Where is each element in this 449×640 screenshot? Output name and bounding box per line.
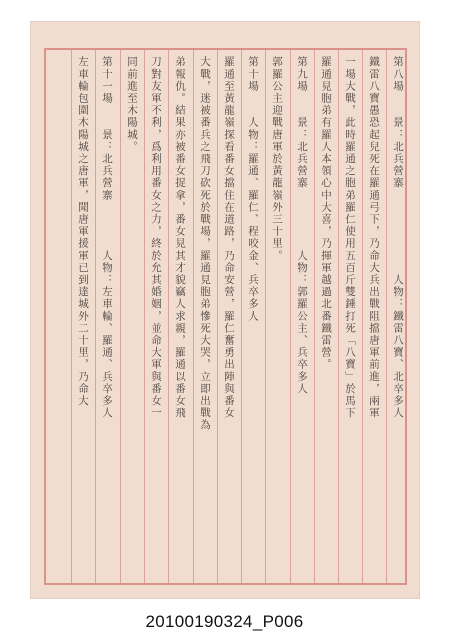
column-rule bbox=[71, 50, 72, 583]
column-rule bbox=[217, 50, 218, 583]
column-rule bbox=[193, 50, 194, 583]
column-rule bbox=[120, 50, 121, 583]
text-column: 弟報仇。結果亦被番女捉拿，番女見其才貌竊人求親，羅通以番女飛 bbox=[174, 56, 186, 419]
page-border bbox=[44, 48, 407, 585]
text-column: 鐵雷八寶愚恐起兒死在羅通弓下，乃命大兵出戰阻擋唐軍前進，兩軍 bbox=[368, 56, 380, 419]
column-rule bbox=[241, 50, 242, 583]
column-rule bbox=[314, 50, 315, 583]
column-rule bbox=[144, 50, 145, 583]
column-rule bbox=[265, 50, 266, 583]
column-rule bbox=[338, 50, 339, 583]
text-column: 第九場 景：北兵營寨 人物：郭羅公主、兵卒多人 bbox=[296, 56, 308, 395]
photo-caption: 20100190324_P006 bbox=[145, 612, 304, 631]
text-column: 第十場 人物：羅通、羅仁、程咬金、兵卒多人 bbox=[247, 56, 259, 323]
text-column: 大戰，迷被番兵之飛刀砍死於戰場，羅通見胞弟慘死大哭，立即出戰為 bbox=[199, 56, 211, 432]
text-column: 羅通至黃龍嶺探看番女擋住在道路，乃命安營，羅仁奮勇出陣與番女 bbox=[223, 56, 235, 419]
text-column: 羅通見胞弟有羅人本領心中大喜，乃揮軍越過北番鐵雷營。 bbox=[320, 56, 332, 371]
column-rule bbox=[362, 50, 363, 583]
text-column: 刀對友軍不利，爲利用番女之力，終於允其婚姻，並命大軍與番女一 bbox=[150, 56, 162, 419]
text-column: 一場大戰，此時羅通之胞弟羅仁使用五百斤雙錘打死「八寶」於馬下 bbox=[344, 56, 356, 419]
document-page bbox=[30, 21, 420, 599]
column-rule bbox=[386, 50, 387, 583]
column-rule bbox=[168, 50, 169, 583]
text-column: 左車輪包圍木陽城之唐軍，聞唐軍援軍已到達城外二十里，乃命大 bbox=[77, 56, 89, 407]
text-column: 第十一場 景：北兵營寨 人物：左車輪、羅通、兵卒多人 bbox=[101, 56, 113, 419]
column-rule bbox=[290, 50, 291, 583]
column-rule bbox=[95, 50, 96, 583]
text-column: 郭羅公主迎戰唐軍於黃龍嶺外三十里。 bbox=[271, 56, 283, 262]
text-column: 第八場 景：北兵營寨 人物：鐵雷八寶、北卒多人 bbox=[392, 56, 404, 419]
text-column: 同前進至木陽城。 bbox=[126, 56, 138, 153]
